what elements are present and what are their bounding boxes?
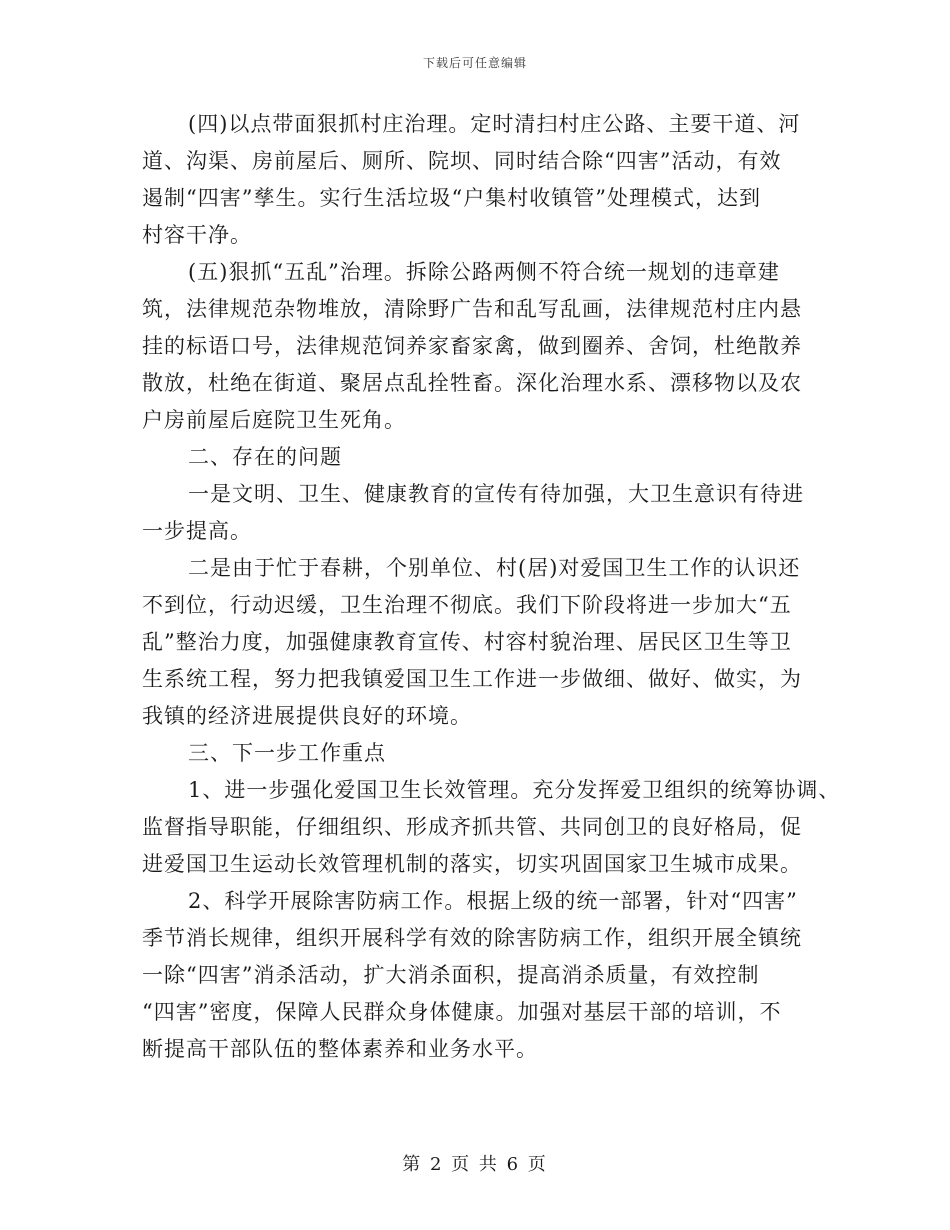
paragraph-line: 乱”整治力度，加强健康教育宣传、村容村貌治理、居民区卫生等卫 xyxy=(142,630,792,654)
paragraph-line: 筑，法律规范杂物堆放，清除野广告和乱写乱画，法律规范村庄内悬 xyxy=(142,297,802,321)
paragraph-line: 进爱国卫生运动长效管理机制的落实，切实巩固国家卫生城市成果。 xyxy=(142,852,802,876)
paragraph-line: 挂的标语口号，法律规范饲养家畜家禽，做到圈养、舍饲，杜绝散养 xyxy=(142,334,802,358)
paragraph-line: 季节消长规律，组织开展科学有效的除害防病工作，组织开展全镇统 xyxy=(142,926,802,950)
paragraph-line: 道、沟渠、房前屋后、厕所、院坝、同时结合除“四害”活动，有效 xyxy=(142,149,782,173)
paragraph-line: 不到位，行动迟缓，卫生治理不彻底。我们下阶段将进一步加大“五 xyxy=(142,593,792,617)
paragraph-line: 1、进一步强化爱国卫生长效管理。充分发挥爱卫组织的统筹协调、 xyxy=(188,778,841,802)
paragraph-line: 遏制“四害”孳生。实行生活垃圾“户集村收镇管”处理模式，达到 xyxy=(142,186,761,210)
paragraph-line: 一步提高。 xyxy=(142,519,252,543)
paragraph-line: 断提高干部队伍的整体素养和业务水平。 xyxy=(142,1037,538,1061)
paragraph-line: (四)以点带面狠抓村庄治理。定时清扫村庄公路、主要干道、河 xyxy=(188,112,801,136)
paragraph-line: 2、科学开展除害防病工作。根据上级的统一部署，针对“四害” xyxy=(188,889,798,913)
paragraph-line: 户房前屋后庭院卫生死角。 xyxy=(142,408,406,432)
section-heading: 二、存在的问题 xyxy=(188,445,342,469)
paragraph-line: 我镇的经济进展提供良好的环境。 xyxy=(142,704,472,728)
paragraph-line: 一是文明、卫生、健康教育的宣传有待加强，大卫生意识有待进 xyxy=(188,482,804,506)
section-heading: 三、下一步工作重点 xyxy=(188,741,386,765)
page-number: 第 2 页 共 6 页 xyxy=(402,1154,548,1175)
paragraph-line: 监督指导职能，仔细组织、形成齐抓共管、共同创卫的良好格局，促 xyxy=(142,815,802,839)
download-note: 下载后可任意编辑 xyxy=(422,56,527,70)
paragraph-line: 散放，杜绝在街道、聚居点乱拴牲畜。深化治理水系、漂移物以及农 xyxy=(142,371,802,395)
paragraph-line: 一除“四害”消杀活动，扩大消杀面积，提高消杀质量，有效控制 xyxy=(142,963,760,987)
paragraph-line: 村容干净。 xyxy=(142,223,252,247)
paragraph-line: 生系统工程，努力把我镇爱国卫生工作进一步做细、做好、做实，为 xyxy=(142,667,802,691)
paragraph-line: “四害”密度，保障人民群众身体健康。加强对基层干部的培训，不 xyxy=(142,1000,782,1024)
paragraph-line: 二是由于忙于春耕，个别单位、村(居)对爱国卫生工作的认识还 xyxy=(188,556,801,580)
document-body xyxy=(142,106,841,1068)
paragraph-line: (五)狠抓“五乱”治理。拆除公路两侧不符合统一规划的违章建 xyxy=(188,260,780,284)
